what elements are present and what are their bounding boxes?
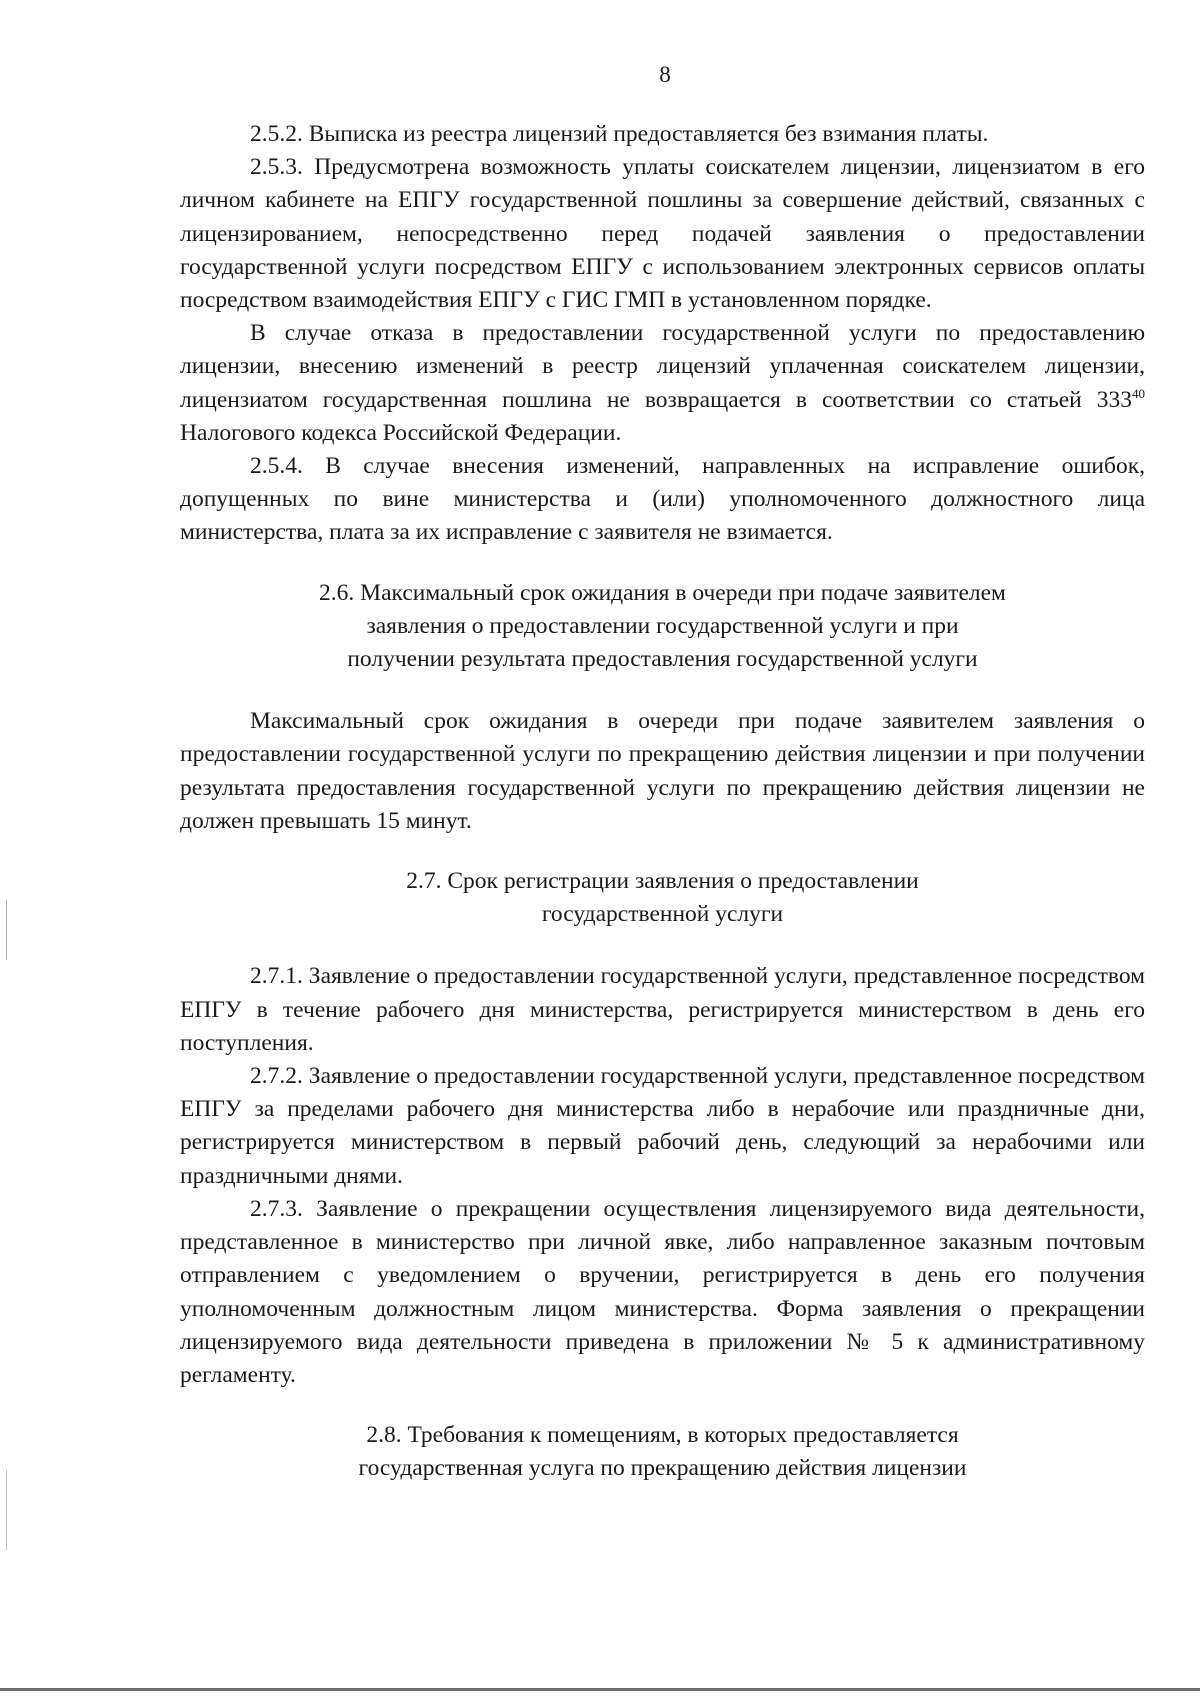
heading-line: получении результата предоставления государственной услуги xyxy=(347,646,978,673)
refund-note-text-end: Налогового кодекса Российской Федерации. xyxy=(180,419,622,446)
section-heading-2-8 xyxy=(180,1419,1145,1485)
scan-edge-mark xyxy=(6,900,7,960)
paragraph-2-5-4: 2.5.4. В случае внесения изменений, направленных на исправление ошибок, допущенных по вине министерства и (или) уполномоченного должностного лица министерства, плата за их исправление с заявителя не взимается. xyxy=(180,453,1145,546)
paragraph-2-6-body: Максимальный срок ожидания в очереди при подаче заявителем заявления о предоставлении государственной услуги по прекращению действия лицензии и при получении результата предоставления государственной услуги по прекращению действия лицензии не должен превышать 15 минут. xyxy=(180,708,1145,834)
paragraph-refund-note xyxy=(180,317,1145,450)
heading-line: 2.8. Требования к помещениям, в которых предоставляется xyxy=(366,1422,959,1449)
paragraph-2-5-2: 2.5.2. Выписка из реестра лицензий предоставляется без взимания платы. xyxy=(250,121,989,147)
heading-line: 2.6. Максимальный срок ожидания в очереди при подаче заявителем xyxy=(319,579,1006,606)
section-heading-2-6 xyxy=(180,577,1145,677)
paragraph-2-7-1: 2.7.1. Заявление о предоставлении государственной услуги, представленное посредством ЕПГУ в течение рабочего дня министерства, регистрируется министерством в день его поступления. xyxy=(180,963,1145,1056)
paragraph-2-5-3: 2.5.3. Предусмотрена возможность уплаты соискателем лицензии, лицензиатом в его личном кабинете на ЕПГУ государственной пошлины за совершение действий, связанных с лицензированием, непосредственно перед подачей заявления о предоставлении государственной услуги посредством ЕПГУ с использованием электронных сервисов оплаты посредством взаимодействия ЕПГУ с ГИС ГМП в установленном порядке. xyxy=(180,154,1145,314)
refund-note-text: В случае отказа в предоставлении государственной услуги по предоставлению лицензии, внесению изменений в реестр лицензий уплаченная соискателем лицензии, лицензиатом государственная пошлина не возвращается в соответствии со статьей 333 xyxy=(180,320,1145,413)
section-heading-2-7 xyxy=(180,865,1145,931)
heading-line: государственная услуга по прекращению действия лицензии xyxy=(358,1455,967,1482)
page-number: 8 xyxy=(659,62,671,87)
scan-edge-mark xyxy=(6,1470,7,1550)
paragraph-2-7-3: 2.7.3. Заявление о прекращении осуществления лицензируемого вида деятельности, представленное в министерство при личной явке, либо направленное заказным почтовым отправлением с уведомлением о вручении, регистрируется в день его получения уполномоченным должностным лицом министерства. Форма заявления о прекращении лицензируемого вида деятельности приведена в приложении № 5 к административному регламенту. xyxy=(180,1195,1145,1388)
article-superscript: 40 xyxy=(1132,385,1145,401)
heading-line: государственной услуги xyxy=(541,901,784,928)
scan-bottom-edge xyxy=(0,1688,1200,1691)
paragraph-2-7-2: 2.7.2. Заявление о предоставлении государственной услуги, представленное посредством ЕПГУ за пределами рабочего дня министерства либо в нерабочие или праздничные дни, регистрируется министерством в первый рабочий день, следующий за нерабочими или праздничными днями. xyxy=(180,1063,1145,1189)
heading-line: заявления о предоставлении государственной услуги и при xyxy=(366,612,959,639)
heading-line: 2.7. Срок регистрации заявления о предоставлении xyxy=(406,868,919,895)
document-body xyxy=(180,118,1145,1486)
